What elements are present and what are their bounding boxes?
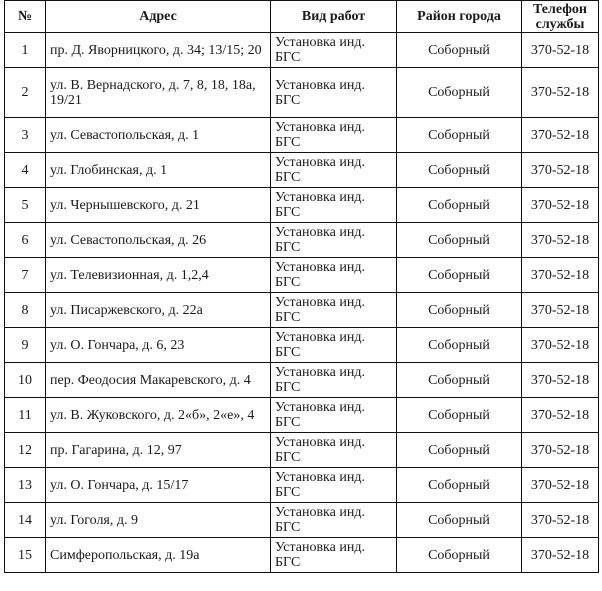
table-row [5, 538, 599, 573]
row-number: 5 [5, 188, 46, 223]
row-work-type [271, 118, 397, 153]
table-row [5, 118, 599, 153]
row-work-type [271, 328, 397, 363]
row-address: ул. О. Гончара, д. 6, 23 [46, 328, 271, 363]
row-number: 12 [5, 433, 46, 468]
table-row [5, 223, 599, 258]
table-row [5, 153, 599, 188]
row-district: Соборный [397, 468, 522, 503]
row-work-type [271, 33, 397, 68]
table-row [5, 398, 599, 433]
work-type-line1: Установка инд. [275, 120, 365, 135]
row-number: 7 [5, 258, 46, 293]
row-phone: 370-52-18 [522, 433, 599, 468]
work-type-line1: Установка инд. [275, 295, 365, 310]
header-address: Адрес [46, 1, 271, 33]
row-work-type [271, 293, 397, 328]
work-type-line1: Установка инд. [275, 470, 365, 485]
row-phone: 370-52-18 [522, 33, 599, 68]
row-number: 14 [5, 503, 46, 538]
row-number: 6 [5, 223, 46, 258]
row-district: Соборный [397, 328, 522, 363]
row-district: Соборный [397, 538, 522, 573]
work-type-line2: БГС [275, 50, 301, 65]
row-phone: 370-52-18 [522, 363, 599, 398]
work-type-line2: БГС [275, 240, 301, 255]
table-body [5, 33, 599, 573]
table-row [5, 363, 599, 398]
row-address: Симферопольская, д. 19а [46, 538, 271, 573]
row-work-type [271, 398, 397, 433]
header-phone: Телефон службы [522, 1, 599, 33]
table-row [5, 433, 599, 468]
table-row [5, 503, 599, 538]
row-work-type [271, 468, 397, 503]
table-row [5, 468, 599, 503]
table-row [5, 328, 599, 363]
work-type-line1: Установка инд. [275, 505, 365, 520]
work-type-line1: Установка инд. [275, 190, 365, 205]
row-district: Соборный [397, 363, 522, 398]
work-type-line2: БГС [275, 555, 301, 570]
row-district: Соборный [397, 293, 522, 328]
row-address: ул. Глобинская, д. 1 [46, 153, 271, 188]
work-type-line1: Установка инд. [275, 365, 365, 380]
work-type-line2: БГС [275, 92, 301, 108]
work-type-line1: Установка инд. [275, 540, 365, 555]
row-work-type [271, 538, 397, 573]
header-num: № [5, 1, 46, 33]
address-table [4, 0, 599, 573]
header-district: Район города [397, 1, 522, 33]
row-number: 11 [5, 398, 46, 433]
row-work-type [271, 153, 397, 188]
row-district: Соборный [397, 118, 522, 153]
table-row [5, 258, 599, 293]
work-type-line2: БГС [275, 135, 301, 150]
row-phone: 370-52-18 [522, 68, 599, 118]
row-address: ул. Чернышевского, д. 21 [46, 188, 271, 223]
row-district: Соборный [397, 503, 522, 538]
row-address: ул. Писаржевского, д. 22а [46, 293, 271, 328]
row-district: Соборный [397, 258, 522, 293]
row-address: ул. О. Гончара, д. 15/17 [46, 468, 271, 503]
row-address: ул. В. Жуковского, д. 2«б», 2«е», 4 [46, 398, 271, 433]
row-work-type [271, 503, 397, 538]
row-district: Соборный [397, 188, 522, 223]
work-type-line2: БГС [275, 205, 301, 220]
work-type-line1: Установка инд. [275, 35, 365, 50]
table-header [5, 1, 599, 33]
row-district: Соборный [397, 398, 522, 433]
work-type-line2: БГС [275, 170, 301, 185]
row-address: ул. Севастопольская, д. 26 [46, 223, 271, 258]
work-type-line2: БГС [275, 415, 301, 430]
row-phone: 370-52-18 [522, 293, 599, 328]
row-phone: 370-52-18 [522, 188, 599, 223]
work-type-line2: БГС [275, 310, 301, 325]
table-row [5, 33, 599, 68]
row-work-type [271, 258, 397, 293]
row-phone: 370-52-18 [522, 538, 599, 573]
row-work-type [271, 433, 397, 468]
header-row [5, 1, 599, 33]
row-district: Соборный [397, 433, 522, 468]
row-phone: 370-52-18 [522, 258, 599, 293]
row-address: пер. Феодосия Макаревского, д. 4 [46, 363, 271, 398]
row-district: Соборный [397, 33, 522, 68]
row-address: ул. Телевизионная, д. 1,2,4 [46, 258, 271, 293]
row-address: ул. Гоголя, д. 9 [46, 503, 271, 538]
work-type-line1: Установка инд. [275, 155, 365, 170]
row-address: ул. Севастопольская, д. 1 [46, 118, 271, 153]
row-number: 4 [5, 153, 46, 188]
row-district: Соборный [397, 153, 522, 188]
table-row [5, 188, 599, 223]
row-district: Соборный [397, 223, 522, 258]
row-phone: 370-52-18 [522, 398, 599, 433]
row-phone: 370-52-18 [522, 503, 599, 538]
row-number: 3 [5, 118, 46, 153]
work-type-line2: БГС [275, 380, 301, 395]
row-phone: 370-52-18 [522, 153, 599, 188]
work-type-line1: Установка инд. [275, 330, 365, 345]
work-type-line2: БГС [275, 485, 301, 500]
row-number: 10 [5, 363, 46, 398]
work-type-line1: Установка инд. [275, 400, 365, 415]
work-type-line2: БГС [275, 520, 301, 535]
row-work-type [271, 223, 397, 258]
row-number: 8 [5, 293, 46, 328]
row-work-type [271, 68, 397, 118]
header-work-type: Вид работ [271, 1, 397, 33]
work-type-line1: Установка инд. [275, 225, 365, 240]
row-phone: 370-52-18 [522, 223, 599, 258]
row-number: 9 [5, 328, 46, 363]
row-phone: 370-52-18 [522, 468, 599, 503]
row-address: пр. Гагарина, д. 12, 97 [46, 433, 271, 468]
work-type-line1: Установка инд. [275, 77, 365, 93]
row-number: 13 [5, 468, 46, 503]
row-address: пр. Д. Яворницкого, д. 34; 13/15; 20 [46, 33, 271, 68]
work-type-line2: БГС [275, 345, 301, 360]
row-number: 2 [5, 68, 46, 118]
table-row [5, 293, 599, 328]
row-number: 1 [5, 33, 46, 68]
row-phone: 370-52-18 [522, 328, 599, 363]
table-row [5, 68, 599, 118]
row-district: Соборный [397, 68, 522, 118]
work-type-line2: БГС [275, 275, 301, 290]
row-phone: 370-52-18 [522, 118, 599, 153]
row-number: 15 [5, 538, 46, 573]
row-work-type [271, 188, 397, 223]
work-type-line1: Установка инд. [275, 435, 365, 450]
work-type-line1: Установка инд. [275, 260, 365, 275]
row-work-type [271, 363, 397, 398]
work-type-line2: БГС [275, 450, 301, 465]
row-address: ул. В. Вернадского, д. 7, 8, 18, 18а, 19/21 [46, 68, 271, 118]
